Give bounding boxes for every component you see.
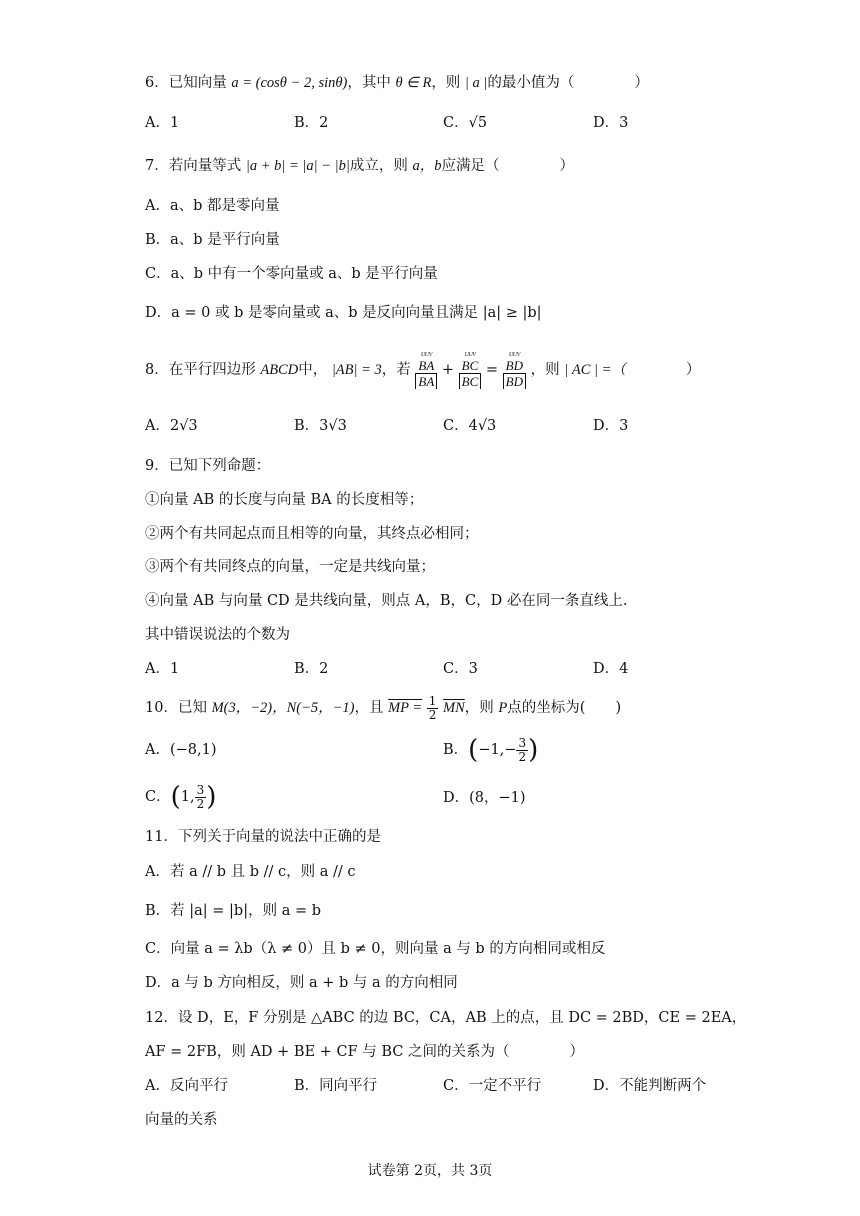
q8-frac-ba: UUV BA BA <box>415 352 437 389</box>
q9-option-d: D．4 <box>593 661 629 677</box>
q7-option-a: A．a、b 都是零向量 <box>145 198 280 214</box>
q9-stem: 9．已知下列命题： <box>145 458 271 474</box>
q10-stem: 10．已知 M(3，−2)，N(−5，−1)，且 MP = $\frac{1}{2}$ $\overline{MN}$，则 P点的坐标为( ) <box>145 693 622 722</box>
q8-option-c: C．4√3 <box>443 418 497 434</box>
q12-option-d-wrap: 向量的关系 <box>145 1112 218 1128</box>
q9-option-b: B．2 <box>294 661 329 677</box>
q7-option-c: C．a、b 中有一个零向量或 a、b 是平行向量 <box>145 266 438 282</box>
q8-option-d: D．3 <box>593 418 629 434</box>
q12-stem-line2: AF = 2FB，则 AD + BE + CF 与 BC 之间的关系为（ ） <box>145 1044 585 1060</box>
q7-stem: 7．若向量等式 |a + b| = |a| − |b|成立，则 a，b应满足（ ） <box>145 158 574 174</box>
q9-option-c: C．3 <box>443 661 478 677</box>
q7-formula: |a + b| = |a| − |b| <box>245 158 350 174</box>
q10-option-c: C．(1, $\frac{3}{2}$ ) <box>145 782 217 812</box>
q10-option-a: A．(−8,1) <box>145 742 217 758</box>
q10-option-d: D．(8，−1) <box>443 790 526 806</box>
q12-option-b: B．同向平行 <box>294 1078 378 1094</box>
q11-stem: 11．下列关于向量的说法中正确的是 <box>145 829 381 845</box>
q8-option-b: B．3√3 <box>294 418 347 434</box>
q6-option-a: A．1 <box>145 115 180 131</box>
q9-proposition-2: ②两个有共同起点而且相等的向量，其终点必相同； <box>145 526 479 542</box>
q11-option-c: C．向量 a = λb（λ ≠ 0）且 b ≠ 0，则向量 a 与 b 的方向相同或相反 <box>145 941 606 957</box>
q9-proposition-1: ①向量 AB 的长度与向量 BA 的长度相等； <box>145 492 424 508</box>
q12-option-c: C．一定不平行 <box>443 1078 542 1094</box>
q8-frac-bc: UUV BC BC <box>459 352 482 389</box>
q6-option-d: D．3 <box>593 115 629 131</box>
q6-formula: a = (cosθ − 2, sinθ) <box>231 75 348 91</box>
q8-option-a: A．2√3 <box>145 418 198 434</box>
q9-proposition-3: ③两个有共同终点的向量，一定是共线向量； <box>145 559 435 575</box>
q12-stem-line1: 12．设 D，E，F 分别是 △ABC 的边 BC，CA，AB 上的点，且 DC = 2BD，CE = 2EA， <box>145 1010 747 1026</box>
q9-question: 其中错误说法的个数为 <box>145 627 290 643</box>
q10-half: $\frac{1}{2}$ <box>428 693 437 722</box>
q12-option-d: D．不能判断两个 <box>593 1078 707 1094</box>
q7-option-b: B．a、b 是平行向量 <box>145 232 280 248</box>
q6-option-c: C．√5 <box>443 115 488 131</box>
q12-option-a: A．反向平行 <box>145 1078 228 1094</box>
q6-stem: 6．已知向量 a = (cosθ − 2, sinθ)，其中 θ ∈ R，则 | a |的最小值为（ ） <box>145 75 649 91</box>
q11-option-a: A．若 a // b 且 b // c，则 a // c <box>145 864 356 880</box>
q7-option-d: D．a = 0 或 b 是零向量或 a、b 是反向向量且满足 |a| ≥ |b| <box>145 305 542 321</box>
q8-stem: 8．在平行四边形 ABCD中， |AB| = 3，若 UUV BA BA + UUV BC BC = UUV BD BD ，则 | AC | =（ ） <box>145 351 701 389</box>
q10-option-b: B．(−1,− $\frac{3}{2}$ ) <box>443 735 539 765</box>
q8-frac-bd: UUV BD BD <box>503 352 526 389</box>
q9-proposition-4: ④向量 AB 与向量 CD 是共线向量，则点 A，B，C，D 必在同一条直线上. <box>145 593 628 609</box>
q11-option-b: B．若 |a| = |b|，则 a = b <box>145 903 322 919</box>
q11-option-d: D．a 与 b 方向相反，则 a + b 与 a 的方向相同 <box>145 975 458 991</box>
q9-option-a: A．1 <box>145 661 180 677</box>
page-footer: 试卷第 2页，共 3页 <box>367 1163 493 1179</box>
q6-option-b: B．2 <box>294 115 329 131</box>
